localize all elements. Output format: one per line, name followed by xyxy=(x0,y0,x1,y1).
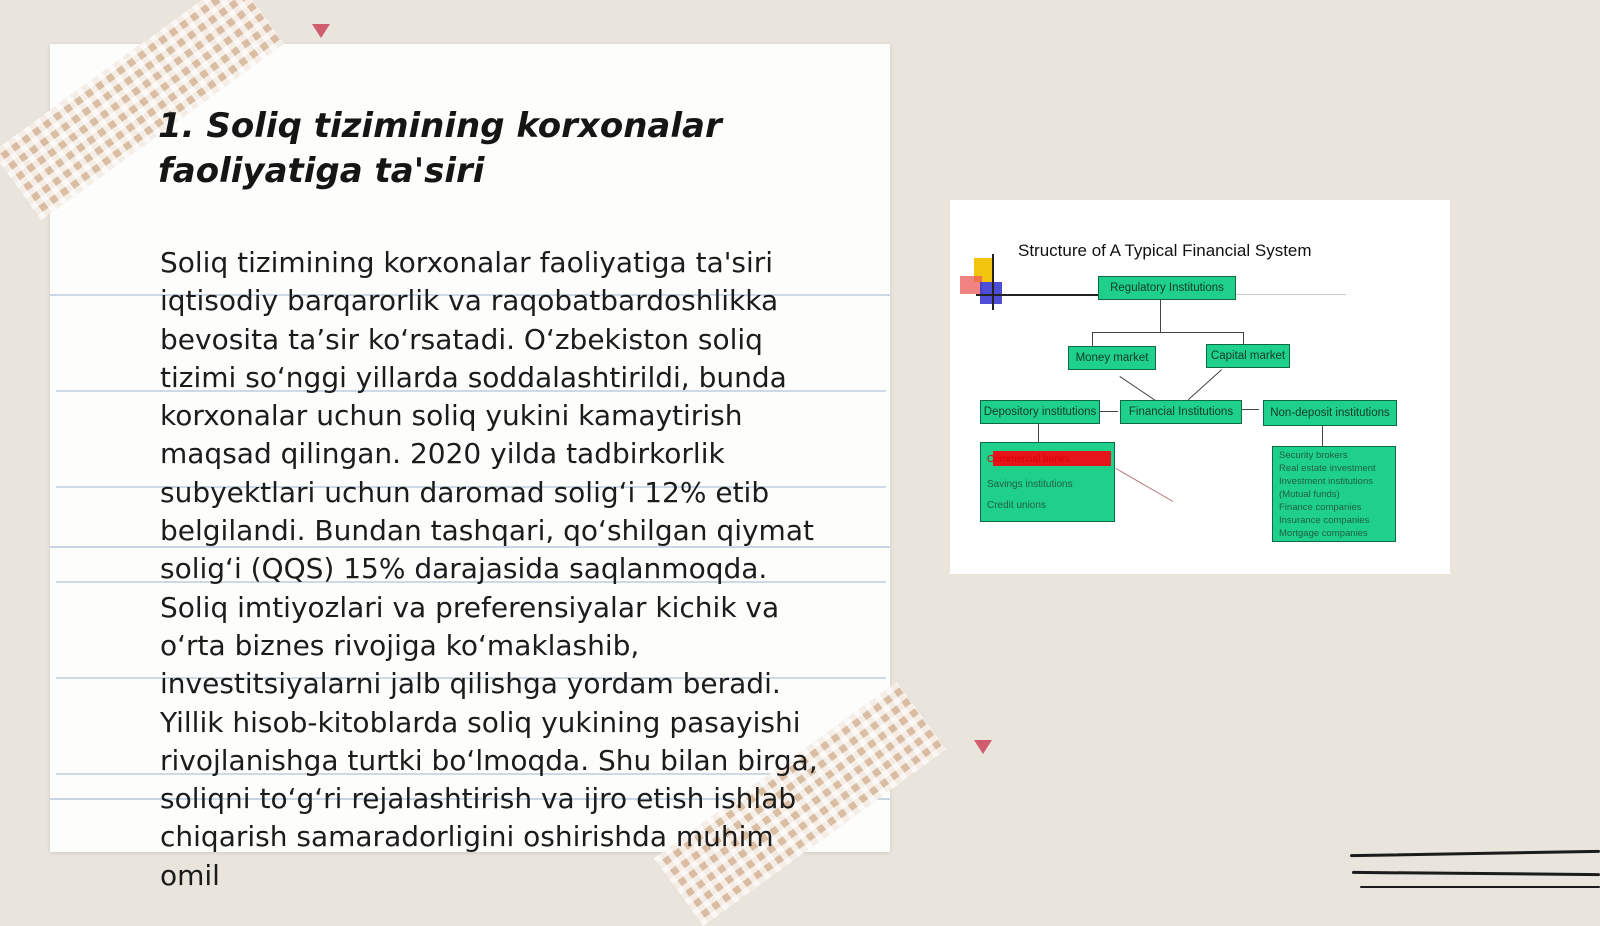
depository-institutions-list xyxy=(980,442,1115,522)
logo-horizontal-line xyxy=(976,294,1106,296)
connector-line xyxy=(1160,298,1161,332)
list-item: Real estate investment xyxy=(1279,463,1376,474)
list-item: Credit unions xyxy=(987,499,1046,511)
connector-line xyxy=(1092,332,1093,346)
list-item: Security brokers xyxy=(1279,450,1348,461)
slide-title: 1. Soliq tizimining korxonalar faoliyatiga ta'siri xyxy=(158,106,722,191)
logo-blue-square xyxy=(980,282,1002,304)
list-item: Commercial banks xyxy=(987,454,1070,465)
depository-institutions-box: Depository institutions xyxy=(980,400,1100,424)
financial-institutions-box: Financial Institutions xyxy=(1120,400,1242,424)
non-deposit-institutions-box: Non-deposit institutions xyxy=(1263,400,1397,426)
money-market-box: Money market xyxy=(1068,346,1156,370)
connector-line xyxy=(1322,424,1323,446)
financial-system-figure xyxy=(950,200,1450,574)
logo-red-square xyxy=(960,276,982,294)
connector-line xyxy=(1243,332,1244,344)
decorative-stroke xyxy=(1352,871,1600,876)
capital-market-box: Capital market xyxy=(1206,344,1290,368)
slide-body-text: Soliq tizimining korxonalar faoliyatiga ta'siri iqtisodiy barqarorlik va raqobatbardoshlikka bevosita ta’sir ko‘rsatadi. O‘zbekiston soliq tizimi so‘nggi yillarda soddalashtirildi, bunda korxonalar uchun soliq yukini kamaytirish maqsad qilingan. 2020 yilda tadbirkorlik subyektlari uchun daromad solig‘i 12% etib belgilandi. Bundan tashqari, qo‘shilgan qiymat solig‘i (QQS) 15% darajasida saqlanmoqda. Soliq imtiyozlari va preferensiyalar kichik va o‘rta biznes rivojiga ko‘maklashib, investitsiyalarni jalb qilishga yordam beradi. Yillik hisob-kitoblarda soliq yukining pasayishi rivojlanishga turtki bo‘lmoqda. Shu bilan birga, soliqni to‘g‘ri rejalashtirish va ijro etish ishlab chiqarish samaradorligini oshirishda muhim omil xyxy=(160,246,818,892)
logo-vertical-line xyxy=(992,254,994,310)
regulatory-institutions-box: Regulatory Institutions xyxy=(1098,276,1236,300)
connector-line xyxy=(1188,369,1222,400)
list-item: Savings institutions xyxy=(987,479,1073,491)
connector-line xyxy=(1116,468,1174,502)
non-deposit-institutions-list xyxy=(1272,446,1396,542)
list-item: Investment institutions xyxy=(1279,476,1373,487)
tape-tip-top xyxy=(312,24,330,38)
tape-tip-bottom xyxy=(974,740,992,754)
decorative-stroke xyxy=(1360,886,1600,888)
connector-line xyxy=(1092,332,1244,333)
list-item: (Mutual funds) xyxy=(1279,489,1340,500)
list-item: Insurance companies xyxy=(1279,515,1370,526)
list-item: Finance companies xyxy=(1279,502,1362,513)
decorative-stroke xyxy=(1350,850,1600,857)
figure-title: Structure of A Typical Financial System xyxy=(1018,241,1312,260)
list-item: Mortgage companies xyxy=(1279,528,1368,539)
connector-line xyxy=(1100,411,1118,412)
connector-line xyxy=(1038,422,1039,442)
connector-line xyxy=(1241,409,1259,410)
